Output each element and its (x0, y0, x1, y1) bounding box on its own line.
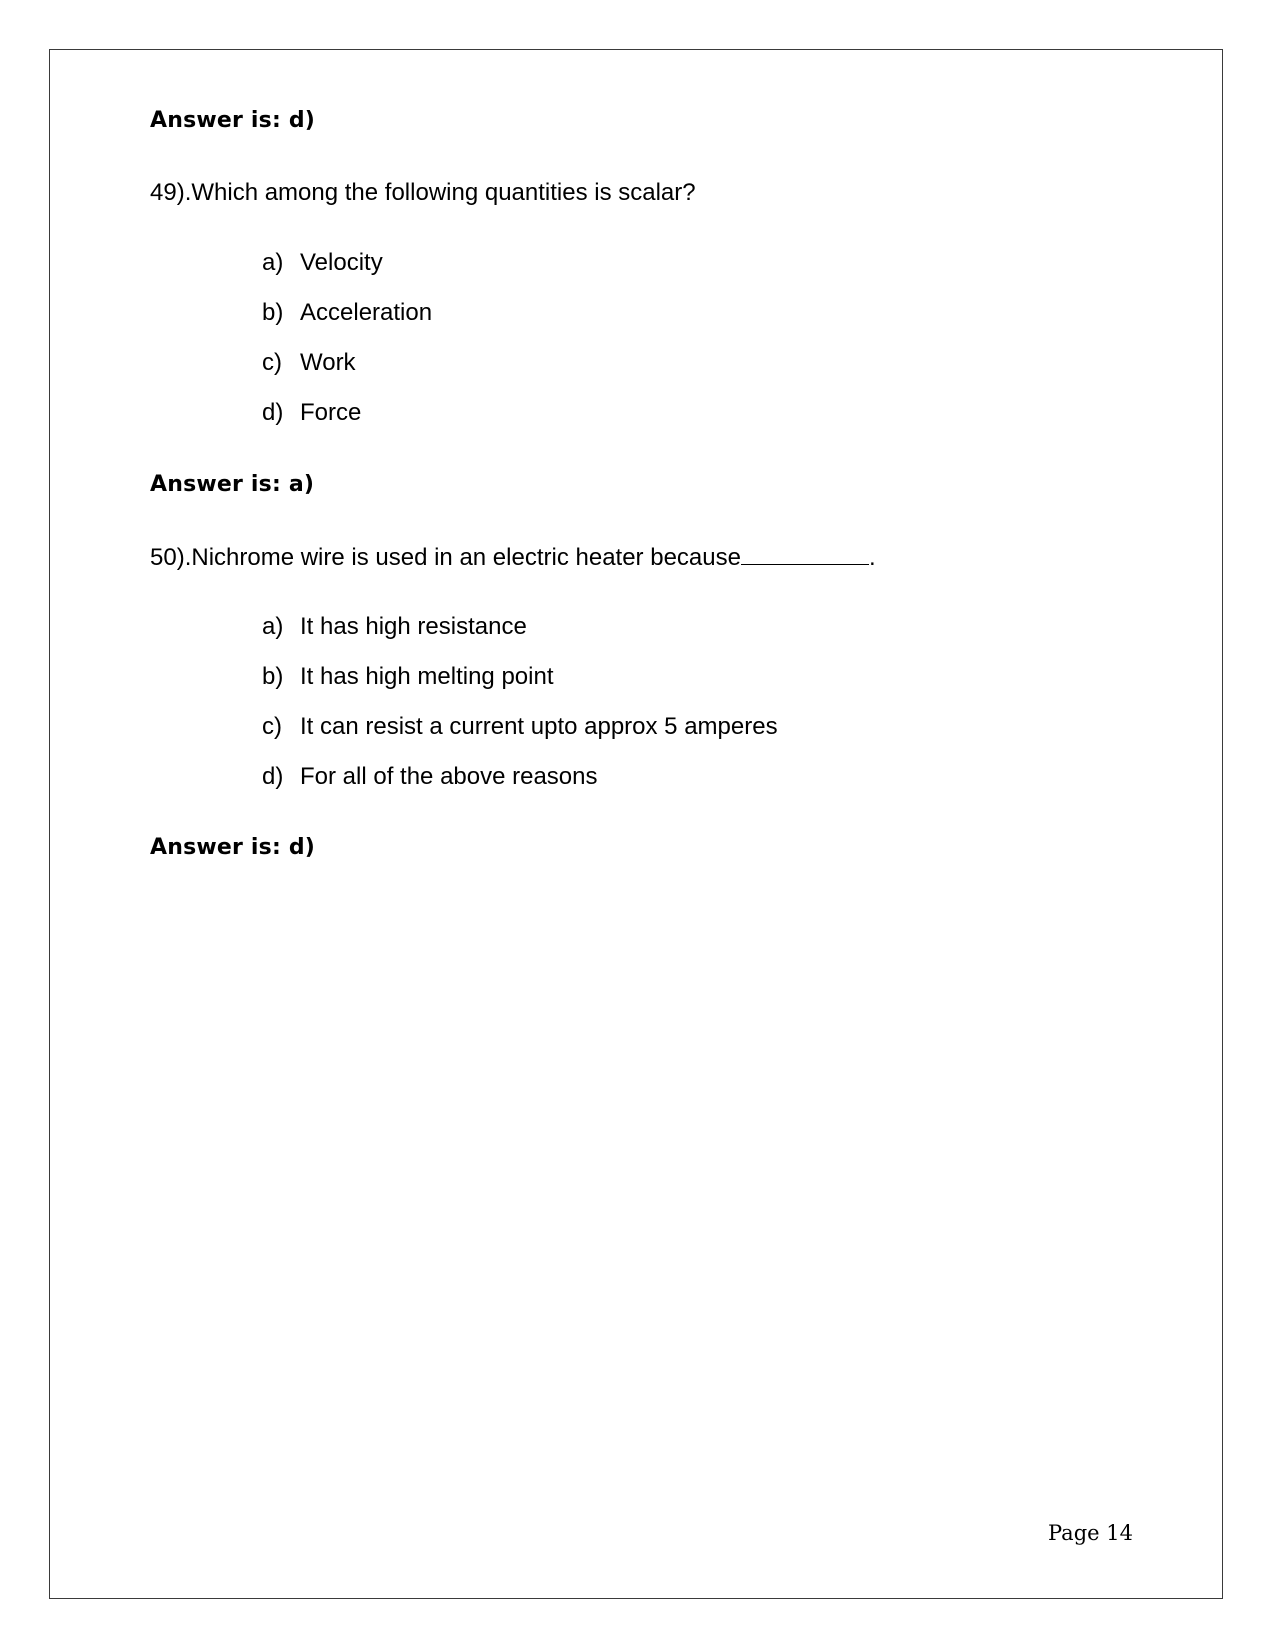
option-text: Acceleration (300, 299, 433, 326)
answer-line (150, 108, 315, 133)
option-text: Velocity (300, 249, 383, 276)
answer-value: d) (288, 108, 316, 133)
option-text: Force (300, 399, 362, 426)
page-number: Page 14 (1048, 1521, 1133, 1545)
question-text: 49).Which among the following quantities is scalar? (150, 179, 696, 206)
answer-line (150, 835, 315, 860)
question-suffix: . (868, 544, 876, 571)
option-c (262, 713, 778, 741)
option-b (262, 299, 432, 327)
option-text: It has high melting point (300, 663, 554, 690)
option-letter: c) (262, 713, 282, 740)
option-text: For all of the above reasons (300, 763, 598, 790)
option-letter: a) (262, 249, 284, 276)
option-c (262, 349, 356, 377)
answer-line (150, 472, 314, 497)
answer-value: a) (288, 472, 315, 497)
answer-label: Answer is: (150, 472, 281, 497)
option-text: It can resist a current upto approx 5 amperes (300, 713, 778, 740)
option-text: It has high resistance (300, 613, 527, 640)
option-letter: b) (262, 663, 284, 690)
question-50 (150, 542, 876, 572)
option-a (262, 249, 383, 277)
option-letter: b) (262, 299, 284, 326)
option-letter: a) (262, 613, 284, 640)
fill-in-blank (741, 542, 869, 565)
option-d (262, 763, 598, 791)
option-a (262, 613, 527, 641)
answer-label: Answer is: (150, 108, 281, 133)
question-49 (150, 179, 696, 207)
option-letter: d) (262, 399, 284, 426)
option-letter: c) (262, 349, 282, 376)
option-text: Work (300, 349, 356, 376)
answer-value: d) (288, 835, 316, 860)
page-border (49, 49, 1223, 1599)
option-letter: d) (262, 763, 284, 790)
option-d (262, 399, 361, 427)
option-b (262, 663, 554, 691)
question-text: 50).Nichrome wire is used in an electric heater because (150, 544, 741, 571)
answer-label: Answer is: (150, 835, 281, 860)
